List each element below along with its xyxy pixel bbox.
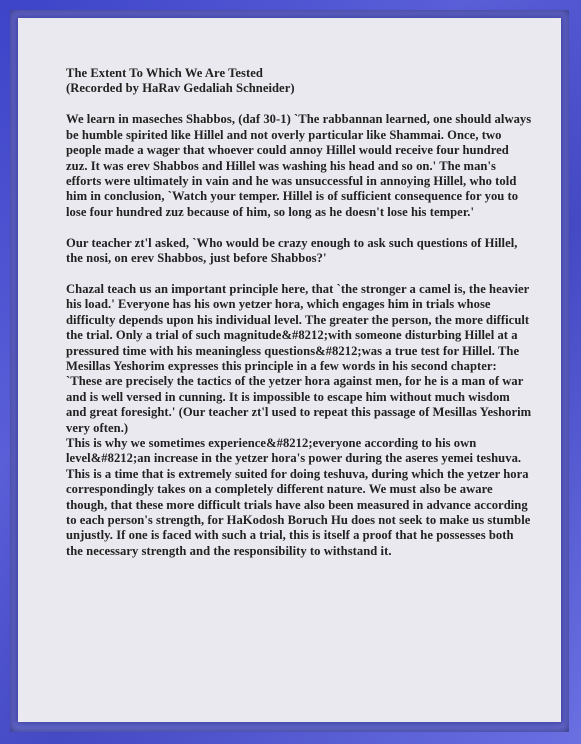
paragraph-3: Chazal teach us an important principle here, that `the stronger a camel is, the heavier his load.' Everyone has his own yetzer hora, which engages him in trials whose difficulty depends upon his individual level. The greater the person, the more difficult the trial. Only a trial of such magnitude&#8212;with someone disturbing Hillel at a pressured time with his meaningless questions&#8212;was a true test for Hillel. The Mesillas Yeshorim expresses this principle in a few words in his second chapter: `These are precisely the tactics of the yetzer hora against men, for he is a man of war and is well versed in cunning. It is impossible to escape him without much wisdom and great foresight.' (Our teacher zt'l used to repeat this passage of Mesillas Yeshorim very often.) (66, 281, 532, 435)
paragraph-1: We learn in maseches Shabbos, (daf 30-1) `The rabbannan learned, one should always be humble spirited like Hillel and not overly particular like Shammai. Once, two people made a wager that whoever could annoy Hillel would receive four hundred zuz. It was erev Shabbos and Hillel was washing his head and so on.' The man's efforts were ultimately in vain and he was unsuccessful in annoying Hillel, who told him in conclusion, `Watch your temper. Hillel is of sufficient consequence for you to lose four hundred zuz because of him, so long as he doesn't lose his temper.' (66, 112, 532, 219)
article-title: The Extent To Which We Are Tested (66, 66, 263, 80)
article-subtitle: (Recorded by HaRav Gedaliah Schneider) (66, 81, 295, 96)
title-block (66, 66, 533, 97)
article (66, 66, 533, 559)
paragraph-2: Our teacher zt'l asked, `Who would be crazy enough to ask such questions of Hillel, the nosi, on erev Shabbos, just before Shabbos?' (66, 235, 518, 266)
document-page (18, 18, 561, 722)
paragraph-4: This is why we sometimes experience&#8212;everyone according to his own level&#8212;an increase in the yetzer hora's power during the aseres yemei teshuva. This is a time that is extremely suited for doing teshuva, during which the yetzer hora correspondingly takes on a completely different nature. We must also be aware though, that these more difficult trials have also been measured in advance according to each person's strength, for HaKodosh Boruch Hu does not seek to make us stumble unjustly. If one is faced with such a trial, this is itself a proof that he possesses both the necessary strength and the responsibility to withstand it. (66, 436, 531, 558)
